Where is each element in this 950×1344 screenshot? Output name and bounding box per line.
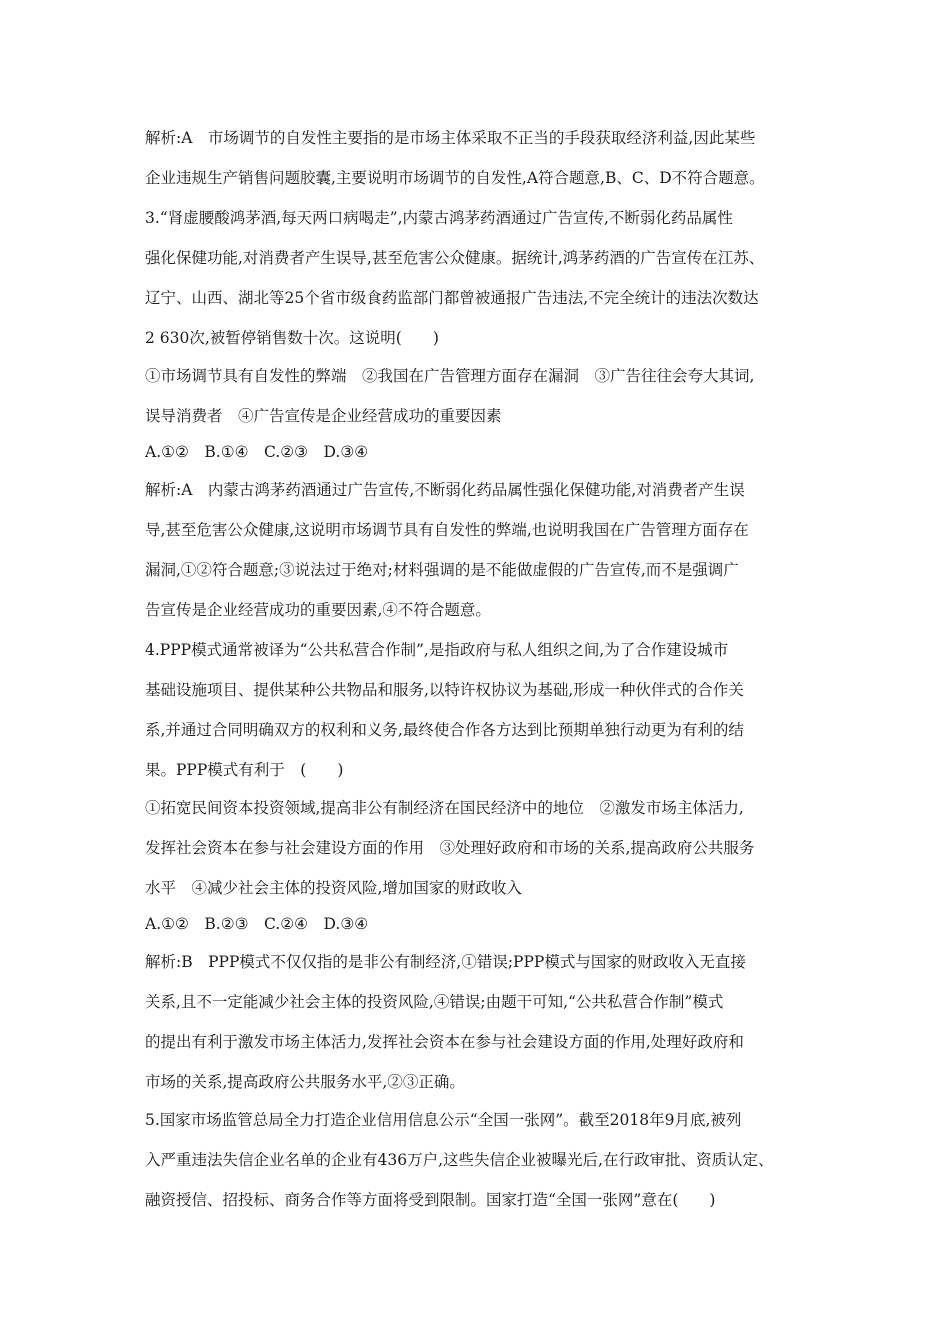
analysis-q3-line-3: 漏洞,①②符合题意;③说法过于绝对;材料强调的是不能做虚假的广告宣传,而不是强调广	[145, 561, 739, 579]
question-3-statements-line-1: ①市场调节具有自发性的弊端 ②我国在广告管理方面存在漏洞 ③广告往往会夸大其词,	[145, 367, 755, 385]
analysis-q4-line-2: 关系,且不一定能减少社会主体的投资风险,④错误;由题干可知,“公共私营合作制”模式	[145, 993, 724, 1011]
question-4-line-3: 系,并通过合同明确双方的权利和义务,最终使合作各方达到比预期单独行动更为有利的结	[145, 721, 744, 739]
analysis-q2-line-2: 企业违规生产销售问题胶囊,主要说明市场调节的自发性,A符合题意,B、C、D不符合题意。	[145, 169, 765, 187]
question-4-line-1: 4.PPP模式通常被译为“公共私营合作制”,是指政府与私人组织之间,为了合作建设城市	[145, 641, 729, 659]
question-4-options: A.①② B.②③ C.②④ D.③④	[145, 915, 369, 933]
analysis-q3-line-2: 导,甚至危害公众健康,这说明市场调节具有自发性的弊端,也说明我国在广告管理方面存在	[145, 521, 749, 539]
question-4-statements-line-1: ①拓宽民间资本投资领域,提高非公有制经济在国民经济中的地位 ②激发市场主体活力,	[145, 799, 744, 817]
question-3-line-2: 强化保健功能,对消费者产生误导,甚至危害公众健康。据统计,鸿茅药酒的广告宣传在江苏、	[145, 249, 765, 267]
analysis-q3-line-4: 告宣传是企业经营成功的重要因素,④不符合题意。	[145, 601, 491, 619]
question-4-statements-line-3: 水平 ④减少社会主体的投资风险,增加国家的财政收入	[145, 879, 522, 897]
question-3-line-3: 辽宁、山西、湖北等25个省市级食药监部门都曾被通报广告违法,不完全统计的违法次数达	[145, 289, 759, 307]
analysis-q4-line-3: 的提出有利于激发市场主体活力,发挥社会资本在参与社会建设方面的作用,处理好政府和	[145, 1033, 744, 1051]
question-5-line-3: 融资授信、招投标、商务合作等方面将受到限制。国家打造“全国一张网”意在( )	[145, 1191, 716, 1209]
question-3-line-4: 2 630次,被暂停销售数十次。这说明( )	[145, 329, 439, 347]
question-5-line-2: 入严重违法失信企业名单的企业有436万户,这些失信企业被曝光后,在行政审批、资质认定、	[145, 1151, 774, 1169]
question-4-statements-line-2: 发挥社会资本在参与社会建设方面的作用 ③处理好政府和市场的关系,提高政府公共服务	[145, 839, 755, 857]
analysis-q4-line-1: 解析:B PPP模式不仅仅指的是非公有制经济,①错误;PPP模式与国家的财政收入无直接	[145, 953, 746, 971]
question-3-options: A.①② B.①④ C.②③ D.③④	[145, 443, 369, 461]
analysis-q2-line-1: 解析:A 市场调节的自发性主要指的是市场主体采取不正当的手段获取经济利益,因此某些	[145, 129, 756, 147]
question-4-line-4: 果。PPP模式有利于 ( )	[145, 761, 344, 779]
analysis-q3-line-1: 解析:A 内蒙古鸿茅药酒通过广告宣传,不断弱化药品属性强化保健功能,对消费者产生误	[145, 481, 745, 499]
question-3-statements-line-2: 误导消费者 ④广告宣传是企业经营成功的重要因素	[145, 407, 502, 425]
question-4-line-2: 基础设施项目、提供某种公共物品和服务,以特许权协议为基础,形成一种伙伴式的合作关	[145, 681, 744, 699]
question-5-line-1: 5.国家市场监管总局全力打造企业信用信息公示“全国一张网”。截至2018年9月底,被列	[145, 1111, 742, 1129]
question-3-line-1: 3.“肾虚腰酸鸿茅酒,每天两口病喝走”,内蒙古鸿茅药酒通过广告宣传,不断弱化药品属性	[145, 209, 733, 227]
analysis-q4-line-4: 市场的关系,提高政府公共服务水平,②③正确。	[145, 1073, 465, 1091]
